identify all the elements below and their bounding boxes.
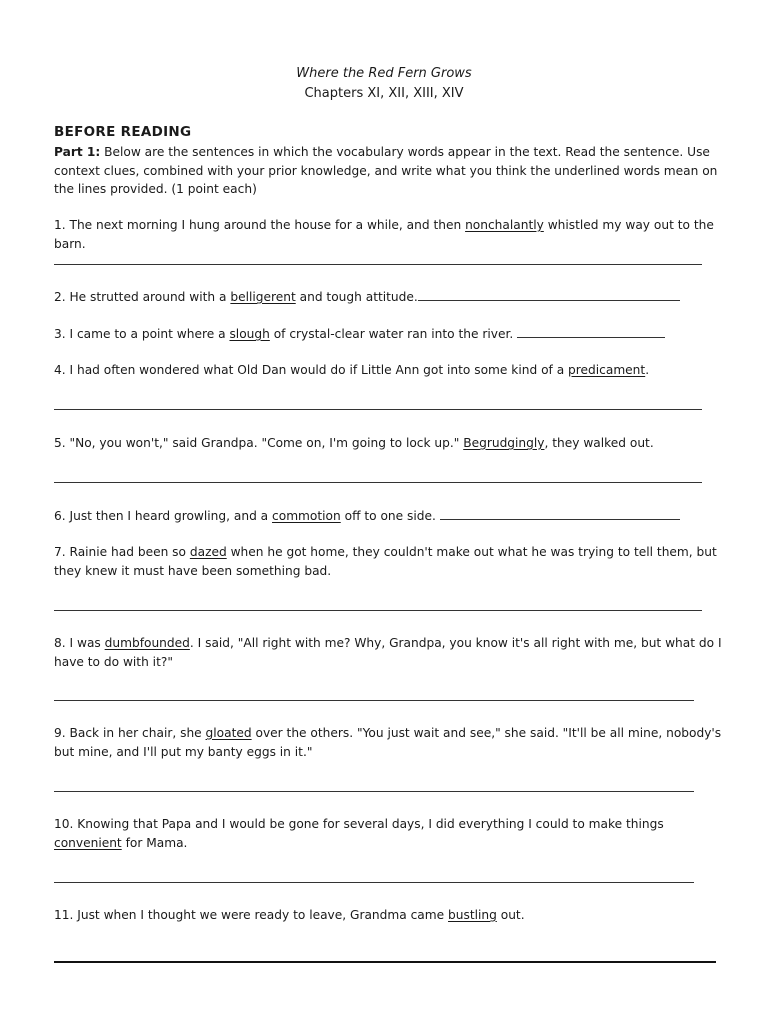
question-8 [54, 634, 722, 671]
vocab-word: bustling [448, 908, 497, 922]
instructions-text: Below are the sentences in which the vocabulary words appear in the text. Read the sentence. Use context clues, combined with your prior knowledge, and write what you think the underlined words mean on the lines provided. (1 point each) [54, 145, 718, 196]
question-text: . I said, "All right with me? Why, Grandpa, you know it's all right with me, but what do I have to do with it?" [54, 636, 722, 669]
question-text: , they walked out. [544, 436, 654, 450]
question-text: 11. Just when I thought we were ready to leave, Grandma came [54, 908, 449, 922]
question-text: 3. I came to a point where a [54, 327, 230, 341]
question-4 [54, 361, 722, 380]
question-text: 5. "No, you won't," said Grandpa. "Come on, I'm going to lock up." [54, 436, 464, 450]
section-heading: BEFORE READING [54, 124, 192, 140]
question-11 [54, 906, 722, 925]
question-text: of crystal-clear water ran into the river. [269, 327, 518, 341]
question-text: 2. He strutted around with a [54, 290, 231, 304]
question-text: 4. I had often wondered what Old Dan would do if Little Ann got into some kind of a [54, 363, 569, 377]
answer-line[interactable] [54, 264, 702, 265]
vocab-word: predicament [568, 363, 646, 377]
page-bottom-rule [54, 961, 716, 963]
question-1 [54, 216, 722, 253]
question-text: 7. Rainie had been so [54, 545, 190, 559]
answer-line[interactable] [54, 882, 694, 883]
question-text: off to one side. [340, 509, 440, 523]
chapters-subtitle: Chapters XI, XII, XIII, XIV [304, 86, 464, 101]
vocab-word: dumbfounded [104, 636, 190, 650]
book-title: Where the Red Fern Grows [296, 66, 472, 81]
vocab-word: slough [229, 327, 270, 341]
answer-line[interactable] [54, 610, 702, 611]
answer-line[interactable] [54, 700, 694, 701]
answer-line[interactable] [54, 409, 702, 410]
answer-line[interactable] [440, 507, 680, 520]
question-text: 6. Just then I heard growling, and a [54, 509, 273, 523]
instructions [54, 143, 722, 199]
question-text: 8. I was [54, 636, 105, 650]
question-text: whistled my way out to the barn. [54, 218, 714, 251]
vocab-word: Begrudgingly [463, 436, 545, 450]
part-label: Part 1: [54, 145, 101, 159]
answer-line[interactable] [54, 482, 702, 483]
question-10 [54, 815, 722, 852]
question-text: 1. The next morning I hung around the house for a while, and then [54, 218, 466, 232]
question-text: when he got home, they couldn't make out what he was trying to tell them, but they knew it must have been something bad. [54, 545, 717, 578]
vocab-word: belligerent [230, 290, 296, 304]
answer-line[interactable] [54, 791, 694, 792]
question-5 [54, 434, 722, 453]
question-text: and tough attitude. [295, 290, 418, 304]
answer-line[interactable] [418, 288, 680, 301]
vocab-word: dazed [189, 545, 227, 559]
question-text: 9. Back in her chair, she [54, 726, 206, 740]
question-7 [54, 543, 722, 580]
question-3 [54, 325, 722, 344]
question-6 [54, 507, 722, 526]
answer-line[interactable] [517, 325, 665, 338]
vocab-word: commotion [272, 509, 341, 523]
question-text: . [645, 363, 650, 377]
vocab-word: convenient [54, 835, 122, 850]
question-text: for Mama. [121, 835, 188, 850]
question-9 [54, 724, 722, 761]
vocab-word: nonchalantly [465, 218, 544, 232]
vocab-word: gloated [205, 726, 252, 740]
question-2 [54, 288, 722, 307]
question-text: out. [496, 908, 525, 922]
question-text: over the others. "You just wait and see," she said. "It'll be all mine, nobody's but mine, and I'll put my banty eggs in it." [54, 726, 722, 759]
question-text: 10. Knowing that Papa and I would be gone for several days, I did everything I could to make things [54, 817, 664, 831]
